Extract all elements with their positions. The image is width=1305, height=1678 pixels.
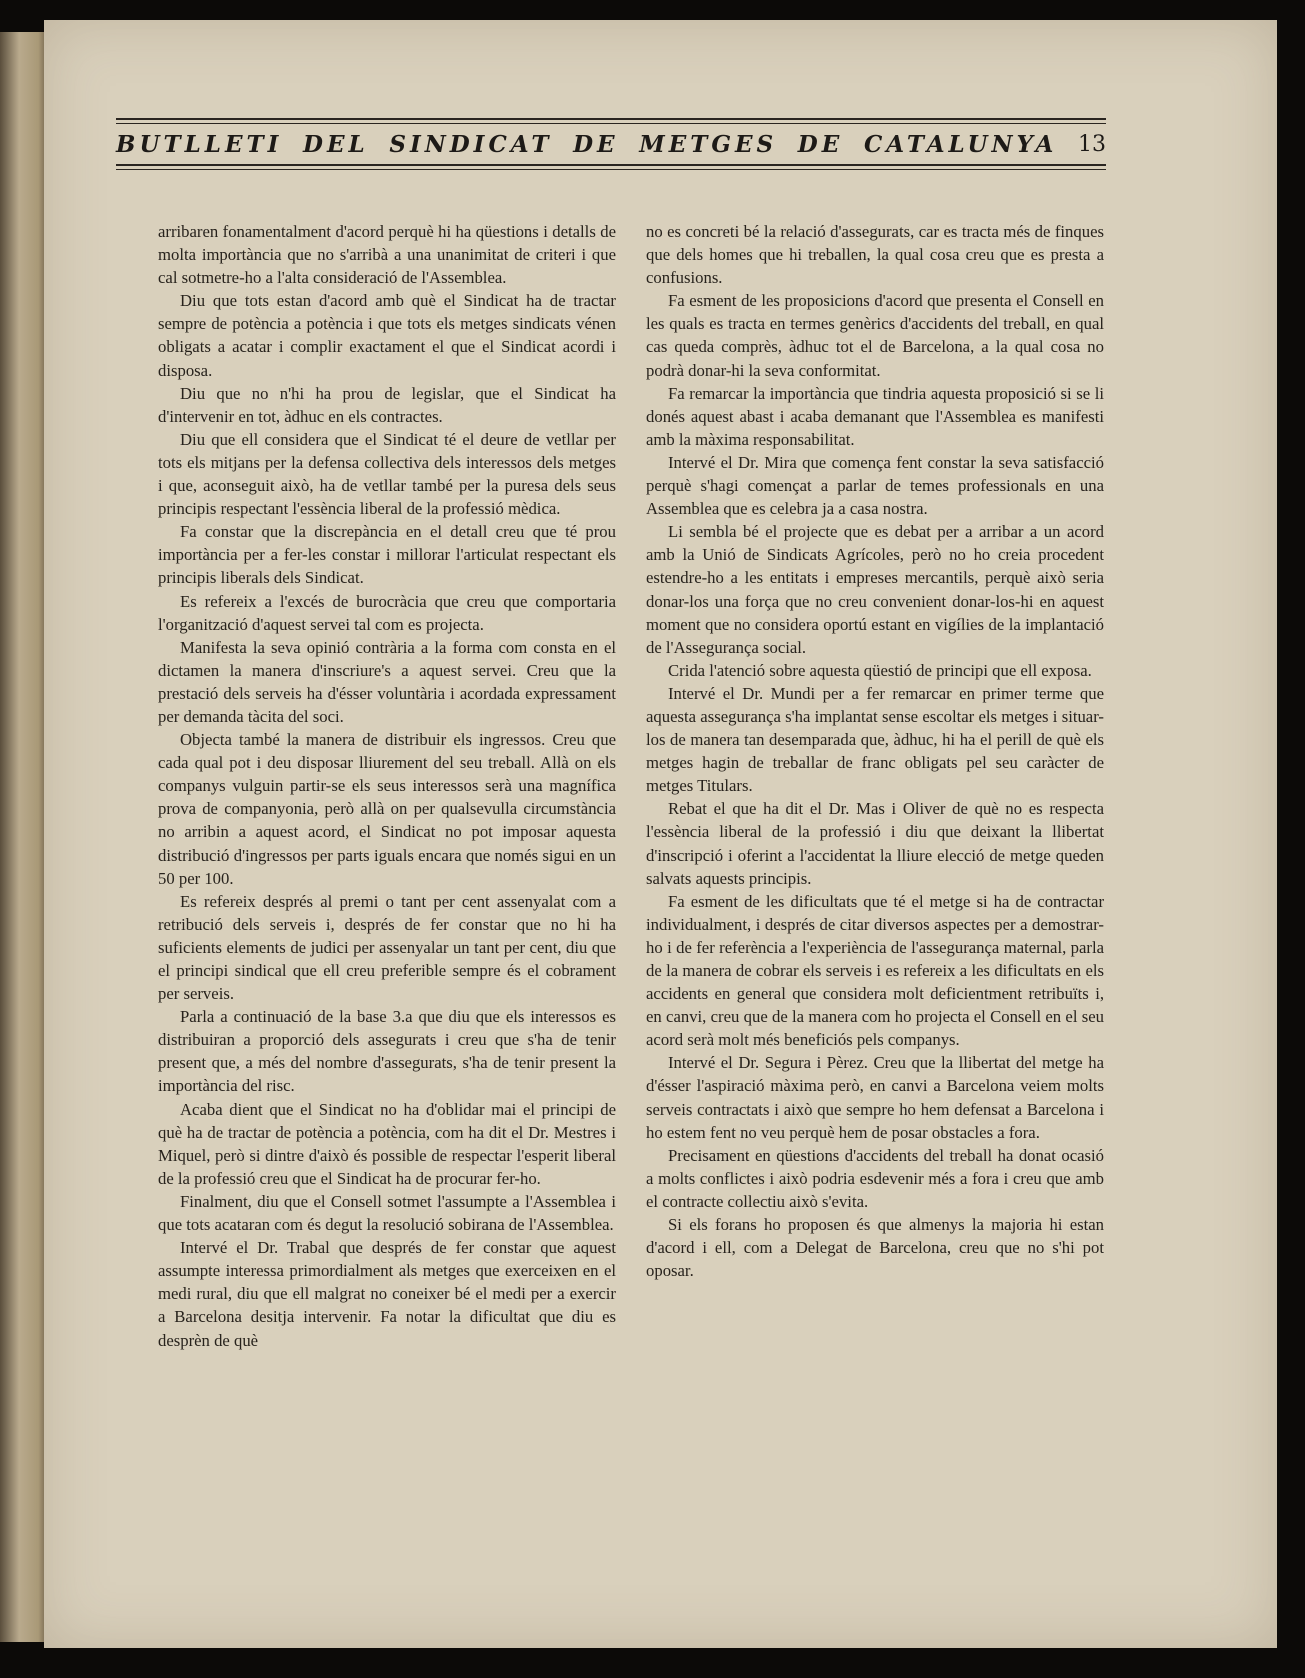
paragraph: Rebat el que ha dit el Dr. Mas i Oliver de què no es respecta l'essència liberal de la professió i diu que deixant la llibertat d'inscripció i oferint a l'accidentat la lliure elecció de metge queden salvats aquests principis. <box>646 799 1104 888</box>
paragraph: Parla a continuació de la base 3.a que diu que els interessos es distribuiran a proporció dels assegurats i creu que s'ha de tenir present que, a més del nombre d'assegurats, s'ha de tenir present la importància del risc. <box>158 1007 616 1096</box>
header-top-rule <box>116 118 1106 120</box>
header-title-row <box>116 124 1106 164</box>
paragraph: Fa constar que la discrepància en el detall creu que té prou importància per a fer-les constar i millorar l'articulat respectant els principis liberals dels Sindicat. <box>158 522 616 588</box>
paragraph: Si els forans ho proposen és que almenys la majoria hi estan d'acord i ell, com a Delegat de Barcelona, creu que no s'hi pot oposar. <box>646 1215 1104 1281</box>
paragraph: Manifesta la seva opinió contrària a la forma com consta en el dictamen la manera d'inscriure's a aquest servei. Creu que la prestació dels serveis ha d'ésser voluntària i acordada expressament per demanda tàcita del soci. <box>158 637 616 726</box>
paragraph: Finalment, diu que el Consell sotmet l'assumpte a l'Assemblea i que tots acataran com és degut la resolució sobirana de l'Assemblea. <box>158 1191 616 1235</box>
paragraph: Diu que no n'hi ha prou de legislar, que el Sindicat ha d'intervenir en tot, àdhuc en els contractes. <box>158 383 616 426</box>
paragraph: Es refereix a l'excés de burocràcia que creu que comportaria l'organització d'aquest servei tal com es projecta. <box>158 591 616 634</box>
paragraph: Es refereix després al premi o tant per cent assenyalat com a retribució dels serveis i, després de fer constar que no hi ha suficients elements de judici per assenyalar un tant per cent, diu que el principi sindical que ell creu preferible sempre és el cobrament per serveis. <box>158 891 616 1004</box>
running-header <box>116 118 1106 170</box>
paragraph: Fa esment de les dificultats que té el metge si ha de contractar individualment, i després de citar diversos aspectes per a demostrar-ho i de fer referència a l'experiència de l'assegurança maternal, parla de la manera de cobrar els serveis i es refereix a les dificultats en els accidents en general que considera molt deficientment retribuïts i, en canvi, creu que de la manera com ho projecta el Consell en el seu acord serà molt més beneficiós pels companys. <box>646 891 1104 1050</box>
header-bottom-rule <box>116 164 1106 166</box>
paragraph: arribaren fonamentalment d'acord perquè hi ha qüestions i detalls de molta importància que no s'arribà a una unanimitat de criteri i que cal sotmetre-ho a l'alta consideració de l'Assemblea. <box>158 222 616 288</box>
header-word: DE <box>573 131 619 158</box>
paragraph: Crida l'atenció sobre aquesta qüestió de principi que ell exposa. <box>668 660 1092 680</box>
left-text-column <box>158 220 616 1352</box>
header-word: BUTLLETI <box>116 131 283 158</box>
paragraph: Intervé el Dr. Mira que comença fent constar la seva satisfacció perquè s'hagi començat a parlar de temes professionals en una Assemblea que es celebra ja a casa nostra. <box>646 452 1104 519</box>
header-word: DEL <box>303 131 369 158</box>
paragraph: Intervé el Dr. Segura i Pèrez. Creu que la llibertat del metge ha d'ésser l'aspiració màxima però, en canvi a Barcelona veiem molts serveis contractats i això que sempre ho hem defensat a Barcelona i ho estem fent no veu perquè hem de posar obstacles a fora. <box>646 1053 1104 1142</box>
right-text-column <box>646 220 1104 1282</box>
header-word: DE <box>797 131 844 158</box>
paragraph: Li sembla bé el projecte que es debat per a arribar a un acord amb la Unió de Sindicats Agrícoles, però no ho creia procedent estendre-ho a les entitats i empreses mercantils, perquè això seria donar-los una força que no creu convenient donar-los-hi en aquest moment que no considera oportú estant en vigílies de la implantació de l'Assegurança social. <box>646 522 1104 657</box>
paragraph: Fa esment de les proposicions d'acord que presenta el Consell en les quals es tracta en termes genèrics d'accidents del treball, en qual cas queda comprès, àdhuc tot el de Barcelona, a la qual cosa no podrà donar-hi la seva conformitat. <box>646 291 1104 380</box>
header-word: CATALUNYA <box>863 131 1058 158</box>
book-spine-edge <box>0 32 48 1642</box>
paragraph: Intervé el Dr. Trabal que després de fer constar que aquest assumpte interessa primordialment als metges que exerceixen en el medi rural, diu que ell malgrat no coneixer bé el medi per a exercir a Barcelona desitja intervenir. Fa notar la dificultat que diu es desprèn de què <box>158 1238 616 1350</box>
header-word: SINDICAT <box>389 131 553 158</box>
paragraph: Intervé el Dr. Mundi per a fer remarcar en primer terme que aquesta assegurança s'ha implantat sense escoltar els metges i situar-los de manera tan desemparada que, àdhuc, hi ha el perill de què els metges hagin de treballar de franc obligats pel seu caràcter de metges Titulars. <box>646 683 1104 796</box>
page-number: 13 <box>1077 132 1106 157</box>
paragraph: Diu que ell considera que el Sindicat té el deure de vetllar per tots els mitjans per la defensa collectiva dels interessos dels metges i que, aconseguit això, ha de vetllar també per la puresa dels seus principis respectant l'essència liberal de la professió mèdica. <box>158 429 616 519</box>
paragraph: Acaba dient que el Sindicat no ha d'oblidar mai el principi de què ha de tractar de potència a potència, com ha dit el Dr. Mestres i Miquel, però si dintre d'això és possible de respectar l'esperit liberal de la professió creu que el Sindicat ha de procurar fer-ho. <box>158 1099 616 1188</box>
header-word: METGES <box>639 131 778 158</box>
header-bottom-rule-thin <box>116 169 1106 170</box>
paragraph: Objecta també la manera de distribuir els ingressos. Creu que cada qual pot i deu disposar lliurement del seu treball. Allà on els companys vulguin partir-se els seus interessos serà una magnífica prova de companyonia, però allà on per qualsevulla circumstància no arribin a aquest acord, el Sindicat no pot imposar aquesta distribució d'ingressos per parts iguals encara que només sigui en un 50 per 100. <box>158 730 616 888</box>
paragraph: Precisament en qüestions d'accidents del treball ha donat ocasió a molts conflictes i això podria esdevenir més a fora i creu que amb el contracte collectiu això s'evita. <box>646 1145 1104 1211</box>
paragraph: Fa remarcar la importància que tindria aquesta proposició si se li donés aquest abast i acaba demanant que l'Assemblea es manifesti amb la màxima responsabilitat. <box>646 383 1104 449</box>
paragraph: no es concreti bé la relació d'assegurats, car es tracta més de finques que dels homes que hi treballen, la qual cosa creu que es presta a confusions. <box>646 222 1104 288</box>
paragraph: Diu que tots estan d'acord amb què el Sindicat ha de tractar sempre de potència a potència i que tots els metges sindicats vénen obligats a acatar i complir exactament el que el Sindicat acordi i disposa. <box>158 291 616 380</box>
